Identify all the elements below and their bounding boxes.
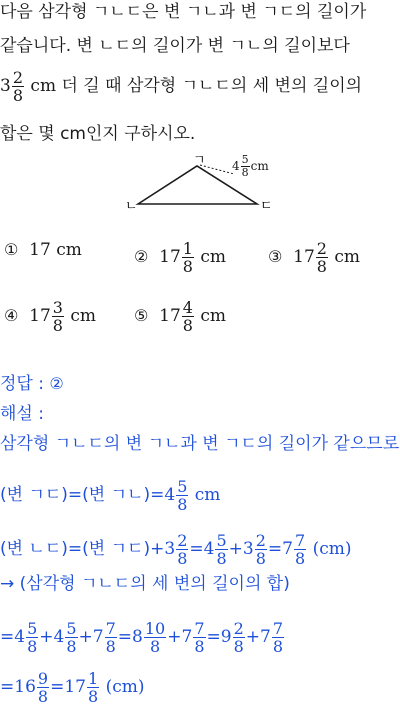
- option-1[interactable]: [4, 240, 82, 260]
- math-token: cm: [334, 247, 361, 267]
- fraction-denominator: 8: [37, 687, 49, 706]
- answer-value: ②: [49, 374, 64, 393]
- fraction: [176, 478, 188, 513]
- mixed-whole: 3: [0, 76, 11, 96]
- option-3[interactable]: [268, 240, 360, 275]
- math-token: ③: [268, 247, 283, 266]
- solution-line-2: [0, 478, 220, 513]
- question-line-2: 같습니다. 변 ㄴㄷ의 길이가 변 ㄱㄴ의 길이보다: [0, 36, 350, 56]
- fraction-numerator: 3: [52, 298, 63, 317]
- fraction-numerator: 1: [87, 669, 99, 688]
- math-token: 4: [203, 539, 215, 559]
- math-token: 4: [164, 485, 176, 505]
- math-token: +: [245, 627, 261, 647]
- fraction: [144, 620, 166, 655]
- math-token: (cm): [105, 677, 145, 697]
- fraction-denominator: 8: [105, 637, 116, 656]
- fraction-denominator: 8: [272, 637, 284, 656]
- math-token: ①: [4, 240, 19, 259]
- math-token: cm: [194, 485, 221, 505]
- math-token: (변 ㄱㄷ)=(변 ㄱㄴ)=: [0, 485, 165, 505]
- math-token: cm: [200, 306, 227, 326]
- math-token: 16: [14, 677, 36, 697]
- math-token: +: [39, 627, 54, 647]
- math-token: 4: [232, 159, 240, 173]
- question-line-3: [0, 69, 362, 104]
- math-token: (cm): [312, 539, 352, 559]
- math-token: =: [50, 677, 65, 697]
- math-token: ②: [134, 247, 149, 266]
- math-token: 17: [159, 306, 181, 326]
- fraction-numerator: 7: [105, 619, 116, 638]
- math-token: 17: [293, 247, 315, 267]
- fraction-denominator: 8: [144, 637, 166, 655]
- solution-line-3: [0, 532, 351, 567]
- fraction-numerator: 5: [241, 153, 249, 166]
- vertex-right-label: ㄷ: [260, 199, 273, 212]
- math-token: 정답 :: [0, 374, 50, 394]
- answer-line: [0, 374, 64, 394]
- math-token: cm: [56, 240, 82, 260]
- fraction: [182, 240, 194, 275]
- fraction-numerator: 2: [316, 239, 327, 258]
- fraction-numerator: 9: [37, 669, 49, 688]
- math-token: =: [267, 539, 283, 559]
- fraction-numerator: 4: [182, 298, 193, 317]
- math-token: 9: [220, 627, 232, 647]
- fraction: [52, 299, 64, 334]
- fraction-denominator: 8: [233, 637, 244, 656]
- math-token: =: [117, 627, 133, 647]
- explanation-label: 해설 :: [0, 404, 44, 424]
- fraction-numerator: 7: [272, 619, 284, 638]
- fraction-numerator: 7: [294, 531, 306, 550]
- math-token: 3: [164, 539, 176, 559]
- option-4[interactable]: [4, 299, 96, 334]
- fraction-numerator: 1: [182, 239, 193, 258]
- side-length-label: [232, 154, 269, 179]
- solution-line-6: [0, 670, 144, 705]
- fraction-denominator: 8: [177, 549, 188, 568]
- fraction-denominator: 8: [216, 549, 227, 568]
- fraction-denominator: 8: [255, 549, 266, 568]
- fraction-numerator: 2: [255, 531, 266, 550]
- fraction-denominator: 8: [66, 637, 77, 656]
- math-token: 17: [29, 306, 51, 326]
- fraction-numerator: 10: [144, 619, 166, 638]
- math-token: (변 ㄴㄷ)=(변 ㄱㄷ)+: [0, 539, 165, 559]
- fraction-numerator: 2: [12, 68, 24, 87]
- fraction-denominator: 8: [177, 495, 188, 514]
- fraction: [105, 620, 117, 655]
- fraction-denominator: 8: [52, 316, 63, 335]
- question-line-1: 다음 삼각형 ㄱㄴㄷ은 변 ㄱㄴ과 변 ㄱㄷ의 길이가: [0, 2, 367, 22]
- fraction: [233, 620, 245, 655]
- fraction-numerator: 2: [177, 531, 188, 550]
- fraction: [37, 670, 49, 705]
- fraction: [316, 240, 328, 275]
- fraction-numerator: 5: [66, 619, 77, 638]
- fraction: [26, 620, 38, 655]
- unit: cm: [30, 76, 57, 96]
- fraction: [294, 532, 306, 567]
- triangle-figure: [0, 152, 400, 212]
- math-token: 7: [181, 627, 193, 647]
- math-token: +: [228, 539, 243, 559]
- fraction-numerator: 7: [194, 619, 205, 638]
- fraction-numerator: 5: [216, 531, 227, 550]
- math-token: =: [0, 677, 15, 697]
- math-token: 4: [53, 627, 65, 647]
- math-token: 17: [159, 247, 181, 267]
- option-2[interactable]: [134, 240, 226, 275]
- math-token: 4: [14, 627, 26, 647]
- question-line-4: 합은 몇 cm인지 구하시오.: [0, 124, 196, 144]
- math-token: ④: [4, 306, 19, 325]
- option-5[interactable]: [134, 299, 226, 334]
- vertex-left-label: ㄴ: [125, 199, 138, 212]
- fraction-denominator: 8: [182, 316, 193, 335]
- math-token: =: [206, 627, 221, 647]
- fraction: [193, 620, 205, 655]
- fraction: [272, 620, 284, 655]
- fraction-denominator: 8: [182, 257, 193, 276]
- fraction-numerator: 2: [233, 619, 244, 638]
- fraction-numerator: 5: [27, 619, 38, 638]
- math-token: 7: [282, 539, 293, 559]
- math-token: 17: [64, 677, 86, 697]
- fraction: [12, 69, 24, 104]
- fraction-denominator: 8: [27, 637, 38, 656]
- fraction-denominator: 8: [194, 637, 205, 656]
- math-token: 7: [260, 627, 271, 647]
- fraction: [215, 532, 227, 567]
- math-token: =: [0, 627, 15, 647]
- fraction: [65, 620, 77, 655]
- math-token: cm: [70, 306, 97, 326]
- fraction: [241, 154, 250, 179]
- vertex-top-label: ㄱ: [193, 153, 206, 168]
- fraction-numerator: 5: [177, 477, 188, 496]
- math-token: 17: [29, 240, 51, 260]
- fraction-denominator: 8: [241, 166, 249, 179]
- fraction: [176, 532, 188, 567]
- solution-line-5: [0, 620, 285, 655]
- fraction: [255, 532, 267, 567]
- math-token: 7: [92, 627, 104, 647]
- fraction-denominator: 8: [87, 687, 99, 706]
- math-token: ⑤: [134, 306, 149, 325]
- fraction: [182, 299, 194, 334]
- math-token: =: [189, 539, 204, 559]
- fraction-denominator: 8: [316, 257, 327, 276]
- fraction-denominator: 8: [294, 549, 306, 568]
- solution-line-1: 삼각형 ㄱㄴㄷ의 변 ㄱㄴ과 변 ㄱㄷ의 길이가 같으므로: [0, 434, 400, 454]
- fraction: [87, 670, 99, 705]
- math-token: cm: [200, 247, 227, 267]
- math-token: cm: [250, 159, 269, 173]
- solution-line-4: → (삼각형 ㄱㄴㄷ의 세 변의 길이의 합): [0, 574, 290, 594]
- math-token: 8: [132, 627, 143, 647]
- math-token: 3: [242, 539, 254, 559]
- math-token: +: [167, 627, 182, 647]
- fraction-denominator: 8: [12, 86, 24, 105]
- question-line-3-rest: 더 길 때 삼각형 ㄱㄴㄷ의 세 변의 길이의: [56, 76, 363, 96]
- math-token: +: [78, 627, 93, 647]
